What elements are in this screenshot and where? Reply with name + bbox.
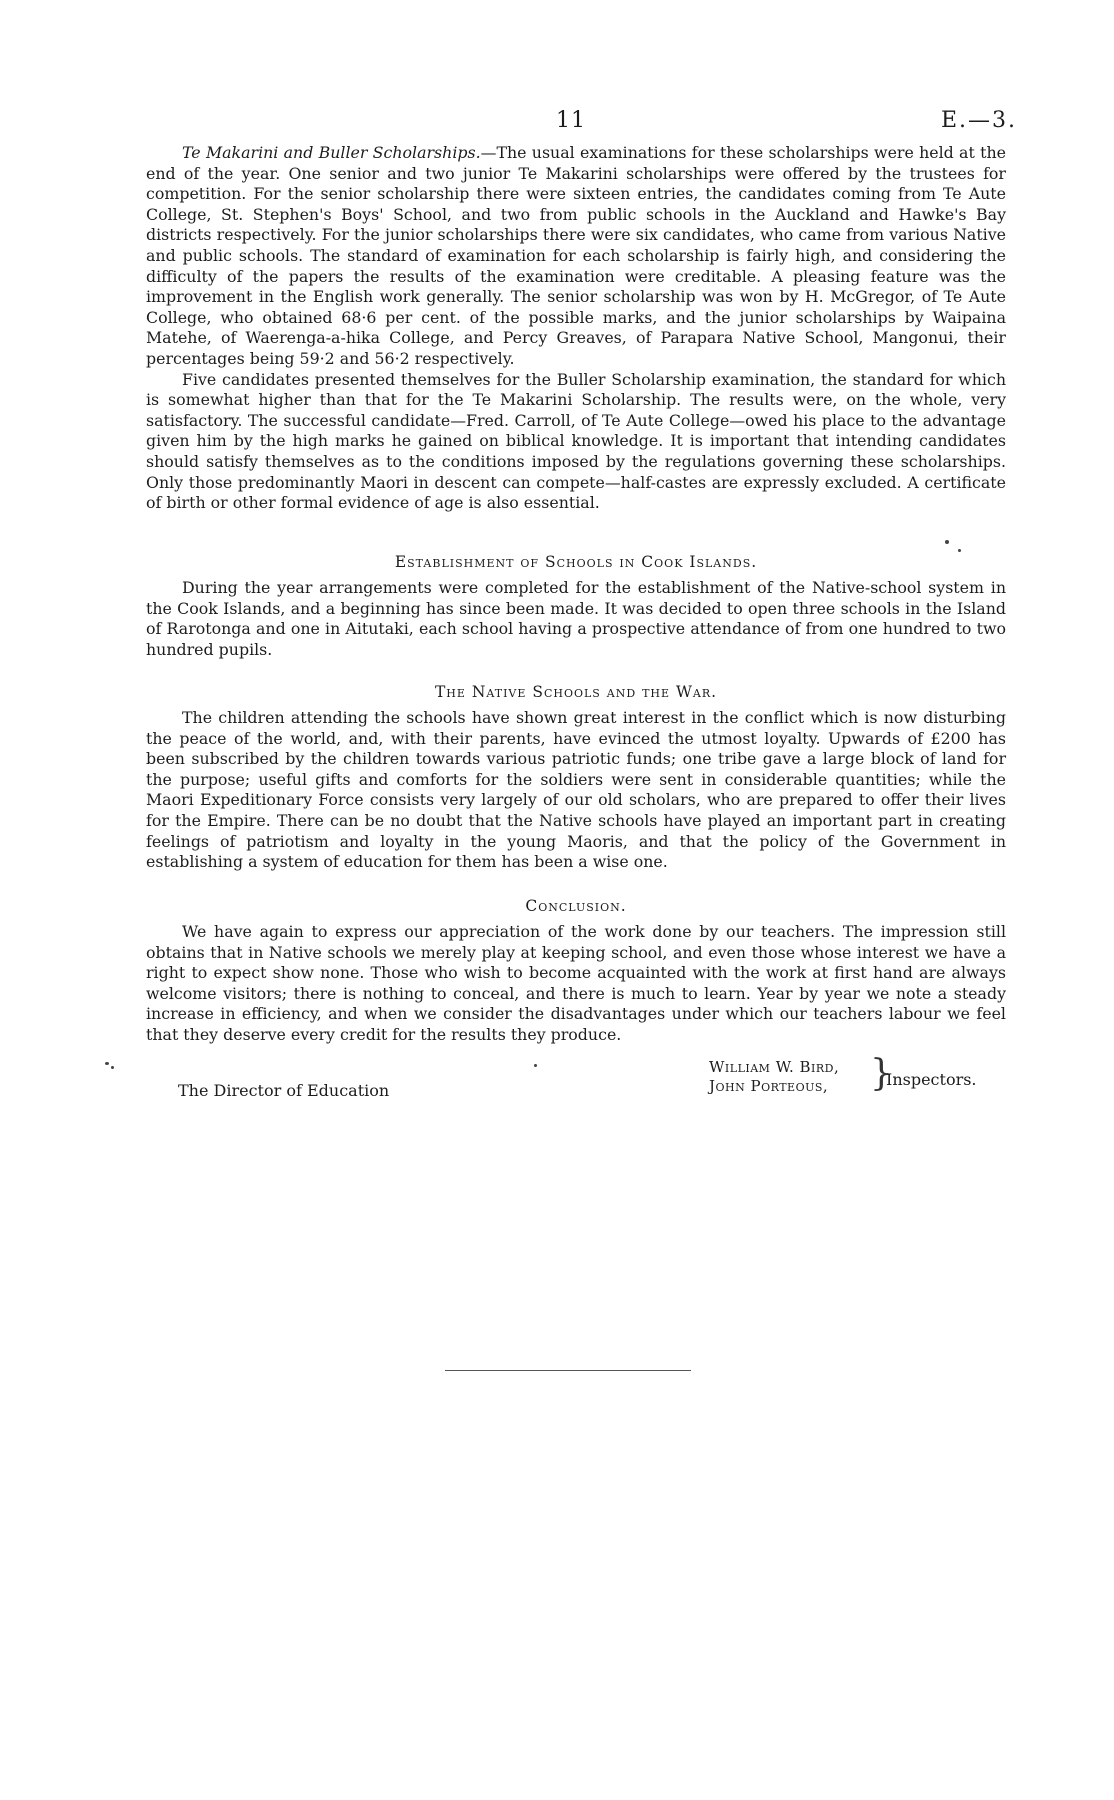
scholarships-paragraph-2: Five candidates presented themselves for the Buller Scholarship examination, the standard for which is somewhat higher than that for the Te Makarini Scholarship. The results were, on the whole, very satisfactory. The successful candidate—Fred. Carroll, of Te Aute College—owed his place to the advantage given him by the high marks he gained on biblical knowledge. It is important that intending candidates should satisfy themselves as to the conditions imposed by the regulations governing these scholarships. Only those predominantly Maori in descent can compete—half-castes are expressly excluded. A certificate of birth or other formal evidence of age is also essential. xyxy=(146,369,1006,513)
footer-rule xyxy=(445,1370,691,1371)
scholarships-paragraph-1-text: —The usual examinations for these scholarships were held at the end of the year. One senior and two junior Te Makarini scholarships were offered by the trustees for competition. For the senior scholarship there were sixteen entries, the candidates coming from Te Aute College, St. Stephen's Boys' School, and two from public schools in the Auckland and Hawke's Bay districts respectively. For the junior scholarships there were six candidates, who came from various Native and public schools. The standard of examination for each scholarship is fairly high, and considering the difficulty of the papers the results of the examination were creditable. A pleasing feature was the improvement in the English work generally. The senior scholarship was won by H. McGregor, of Te Aute College, who obtained 68·6 per cent. of the possible marks, and the junior scholarships by Waipaina Matehe, of Waerenga-a-hika College, and Percy Greaves, of Parapara Native School, Mangonui, their percentages being 59·2 and 56·2 respectively. xyxy=(146,143,1006,368)
cook-islands-section xyxy=(146,578,1006,660)
scholarships-italic-title: Te Makarini and Buller Scholarships. xyxy=(182,143,481,162)
speck-mark xyxy=(958,549,961,552)
signatories xyxy=(709,1058,839,1096)
speck-mark xyxy=(945,540,949,544)
speck-mark xyxy=(105,1062,109,1065)
scholarships-section xyxy=(146,143,1006,514)
cook-islands-paragraph: During the year arrangements were completed for the establishment of the Native-school system in the Cook Islands, and a beginning has since been made. It was decided to open three schools in the Island of Rarotonga and one in Aitutaki, each school having a prospective attendance of from one hundred to two hundred pupils. xyxy=(146,578,1006,659)
conclusion-paragraph: We have again to express our appreciation of the work done by our teachers. The impression still obtains that in Native schools we merely play at keeping school, and even those whose interest we have a right to expect show none. Those who wish to become acquainted with the work at first hand are always welcome visitors; there is nothing to conceal, and there is much to learn. Year by year we note a steady increase in efficiency, and when we consider the disadvantages under which our teachers labour we feel that they deserve every credit for the results they produce. xyxy=(146,922,1006,1044)
war-paragraph: The children attending the schools have shown great interest in the conflict which is now disturbing the peace of the world, and, with their parents, have evinced the utmost loyalty. Upwards of £200 has been subscribed by the children towards various patriotic funds; one tribe gave a large block of land for the purpose; useful gifts and comforts for the soldiers were sent in considerable quantities; while the Maori Expeditionary Force consists very largely of our old scholars, who are prepared to offer their lives for the Empire. There can be no doubt that the Native schools have played an important part in creating feelings of patriotism and loyalty in the young Maoris, and that the policy of the Government in establishing a system of education for them has been a wise one. xyxy=(146,708,1006,872)
signatory-porteous: John Porteous, xyxy=(709,1077,829,1095)
brace-icon: } xyxy=(870,1053,893,1094)
signatory-bird: William W. Bird, xyxy=(709,1058,840,1076)
war-section xyxy=(146,708,1006,873)
conclusion-heading: Conclusion. xyxy=(525,897,627,915)
addressee: The Director of Education xyxy=(178,1081,390,1100)
conclusion-section xyxy=(146,922,1006,1046)
document-reference: E.—3. xyxy=(941,108,1018,133)
cook-islands-heading: Establishment of Schools in Cook Islands. xyxy=(394,553,758,571)
page-number: 11 xyxy=(556,108,586,133)
scholarships-paragraph-1 xyxy=(146,143,1006,370)
signatory-role: Inspectors. xyxy=(886,1070,977,1089)
speck-mark xyxy=(111,1066,114,1069)
speck-mark xyxy=(534,1064,537,1067)
war-heading: The Native Schools and the War. xyxy=(434,683,718,701)
